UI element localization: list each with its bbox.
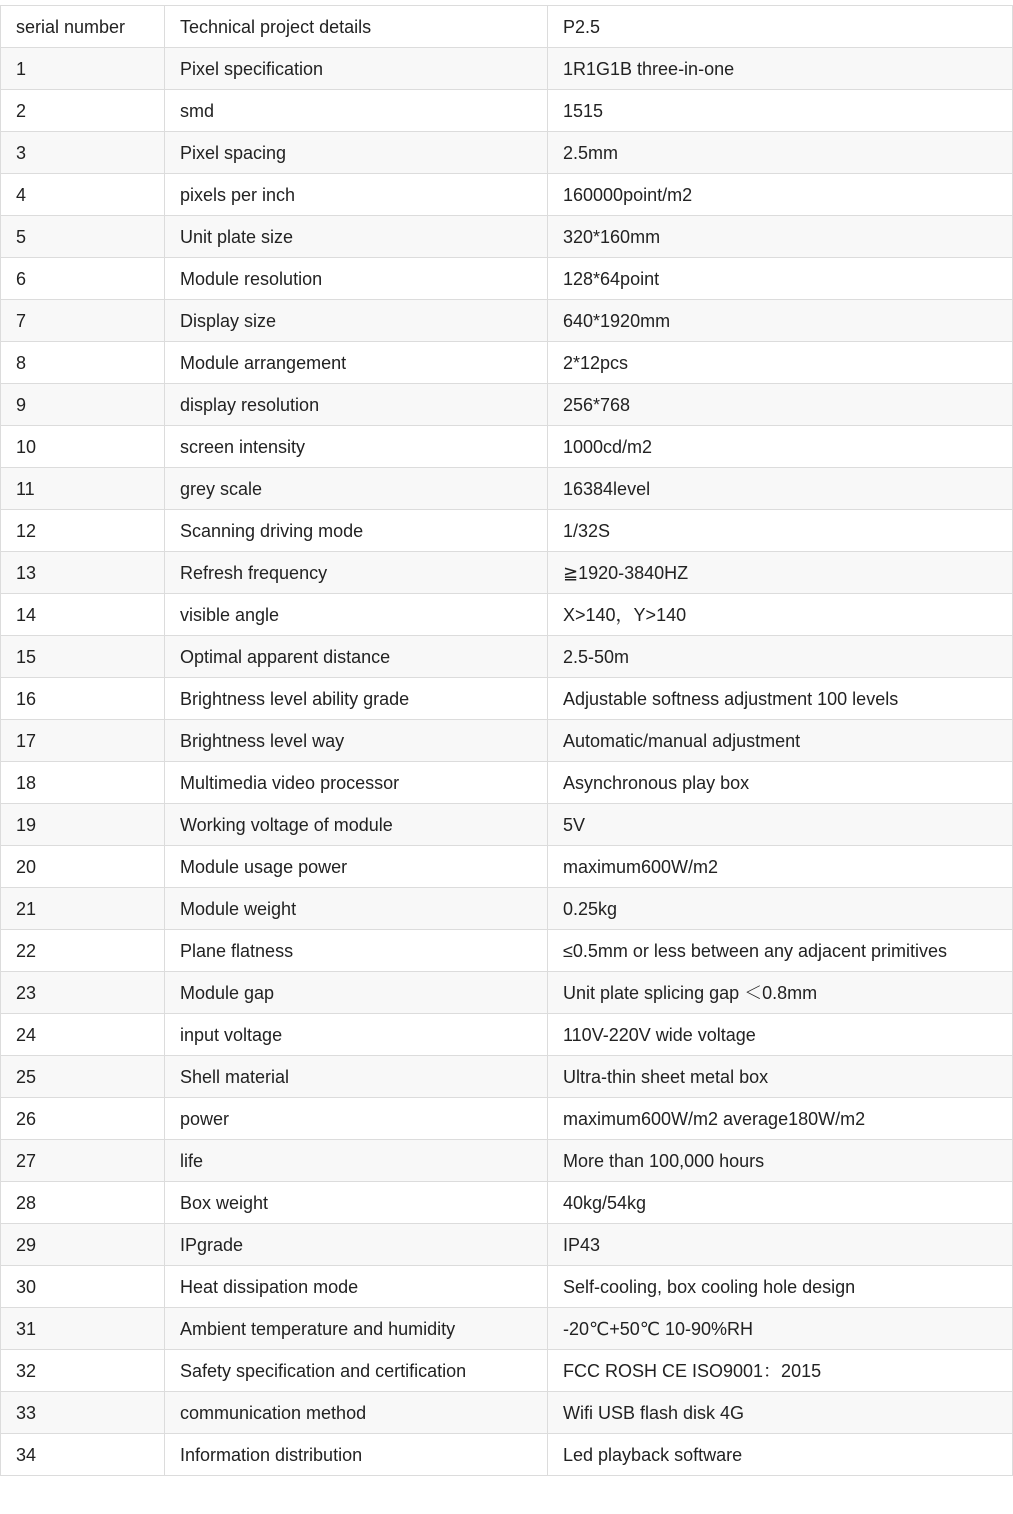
detail-cell: Scanning driving mode bbox=[165, 510, 548, 552]
serial-cell: 25 bbox=[1, 1056, 165, 1098]
detail-cell: Safety specification and certification bbox=[165, 1350, 548, 1392]
table-row bbox=[1, 48, 1013, 90]
serial-cell: 3 bbox=[1, 132, 165, 174]
table-row bbox=[1, 1056, 1013, 1098]
value-cell: 256*768 bbox=[548, 384, 1013, 426]
detail-cell: Plane flatness bbox=[165, 930, 548, 972]
table-row bbox=[1, 510, 1013, 552]
value-cell: X>140，Y>140 bbox=[548, 594, 1013, 636]
detail-cell: Module arrangement bbox=[165, 342, 548, 384]
serial-cell: 28 bbox=[1, 1182, 165, 1224]
detail-cell: display resolution bbox=[165, 384, 548, 426]
value-cell: 2.5mm bbox=[548, 132, 1013, 174]
value-cell: Automatic/manual adjustment bbox=[548, 720, 1013, 762]
value-cell: 110V-220V wide voltage bbox=[548, 1014, 1013, 1056]
serial-cell: 11 bbox=[1, 468, 165, 510]
serial-cell: 7 bbox=[1, 300, 165, 342]
table-row bbox=[1, 762, 1013, 804]
table-row bbox=[1, 678, 1013, 720]
value-cell: -20℃+50℃ 10-90%RH bbox=[548, 1308, 1013, 1350]
table-row bbox=[1, 720, 1013, 762]
detail-cell: Heat dissipation mode bbox=[165, 1266, 548, 1308]
table-row bbox=[1, 552, 1013, 594]
serial-cell: 24 bbox=[1, 1014, 165, 1056]
detail-cell: Working voltage of module bbox=[165, 804, 548, 846]
value-cell: 1000cd/m2 bbox=[548, 426, 1013, 468]
detail-cell: Box weight bbox=[165, 1182, 548, 1224]
value-cell: 160000point/m2 bbox=[548, 174, 1013, 216]
detail-cell: Information distribution bbox=[165, 1434, 548, 1476]
serial-cell: 34 bbox=[1, 1434, 165, 1476]
detail-cell: grey scale bbox=[165, 468, 548, 510]
value-cell: 640*1920mm bbox=[548, 300, 1013, 342]
value-cell: 320*160mm bbox=[548, 216, 1013, 258]
serial-cell: 13 bbox=[1, 552, 165, 594]
value-cell: IP43 bbox=[548, 1224, 1013, 1266]
value-cell: Ultra-thin sheet metal box bbox=[548, 1056, 1013, 1098]
table-row bbox=[1, 1392, 1013, 1434]
table-row bbox=[1, 216, 1013, 258]
value-cell: Self-cooling, box cooling hole design bbox=[548, 1266, 1013, 1308]
detail-cell: smd bbox=[165, 90, 548, 132]
detail-cell: visible angle bbox=[165, 594, 548, 636]
value-cell: Asynchronous play box bbox=[548, 762, 1013, 804]
serial-cell: 17 bbox=[1, 720, 165, 762]
serial-cell: 31 bbox=[1, 1308, 165, 1350]
serial-cell: 32 bbox=[1, 1350, 165, 1392]
serial-cell: 14 bbox=[1, 594, 165, 636]
value-cell: maximum600W/m2 bbox=[548, 846, 1013, 888]
spec-table-container bbox=[0, 5, 1012, 1476]
table-row bbox=[1, 132, 1013, 174]
serial-cell: 27 bbox=[1, 1140, 165, 1182]
value-cell: 2*12pcs bbox=[548, 342, 1013, 384]
serial-cell: 26 bbox=[1, 1098, 165, 1140]
detail-cell: communication method bbox=[165, 1392, 548, 1434]
table-row bbox=[1, 1266, 1013, 1308]
serial-cell: 4 bbox=[1, 174, 165, 216]
detail-cell: life bbox=[165, 1140, 548, 1182]
header-model-value: P2.5 bbox=[548, 6, 1013, 48]
table-row bbox=[1, 258, 1013, 300]
header-technical-details: Technical project details bbox=[165, 6, 548, 48]
serial-cell: 2 bbox=[1, 90, 165, 132]
detail-cell: Ambient temperature and humidity bbox=[165, 1308, 548, 1350]
table-row bbox=[1, 174, 1013, 216]
value-cell: ≧1920-3840HZ bbox=[548, 552, 1013, 594]
detail-cell: Unit plate size bbox=[165, 216, 548, 258]
detail-cell: screen intensity bbox=[165, 426, 548, 468]
detail-cell: Module usage power bbox=[165, 846, 548, 888]
serial-cell: 33 bbox=[1, 1392, 165, 1434]
detail-cell: Display size bbox=[165, 300, 548, 342]
table-row bbox=[1, 90, 1013, 132]
value-cell: FCC ROSH CE ISO9001：2015 bbox=[548, 1350, 1013, 1392]
table-row bbox=[1, 930, 1013, 972]
serial-cell: 9 bbox=[1, 384, 165, 426]
detail-cell: Shell material bbox=[165, 1056, 548, 1098]
table-row bbox=[1, 468, 1013, 510]
table-row bbox=[1, 804, 1013, 846]
detail-cell: Refresh frequency bbox=[165, 552, 548, 594]
detail-cell: Module resolution bbox=[165, 258, 548, 300]
table-row bbox=[1, 426, 1013, 468]
value-cell: Adjustable softness adjustment 100 levels bbox=[548, 678, 1013, 720]
serial-cell: 1 bbox=[1, 48, 165, 90]
value-cell: 16384level bbox=[548, 468, 1013, 510]
table-row bbox=[1, 972, 1013, 1014]
value-cell: 1R1G1B three-in-one bbox=[548, 48, 1013, 90]
value-cell: 40kg/54kg bbox=[548, 1182, 1013, 1224]
value-cell: 5V bbox=[548, 804, 1013, 846]
detail-cell: Pixel specification bbox=[165, 48, 548, 90]
value-cell: maximum600W/m2 average180W/m2 bbox=[548, 1098, 1013, 1140]
serial-cell: 12 bbox=[1, 510, 165, 552]
table-row bbox=[1, 1224, 1013, 1266]
detail-cell: Brightness level ability grade bbox=[165, 678, 548, 720]
detail-cell: Pixel spacing bbox=[165, 132, 548, 174]
table-row bbox=[1, 1308, 1013, 1350]
table-row bbox=[1, 384, 1013, 426]
table-row bbox=[1, 1182, 1013, 1224]
serial-cell: 6 bbox=[1, 258, 165, 300]
serial-cell: 8 bbox=[1, 342, 165, 384]
value-cell: 1515 bbox=[548, 90, 1013, 132]
detail-cell: power bbox=[165, 1098, 548, 1140]
detail-cell: Multimedia video processor bbox=[165, 762, 548, 804]
serial-cell: 15 bbox=[1, 636, 165, 678]
spec-table-body bbox=[1, 6, 1013, 1476]
serial-cell: 10 bbox=[1, 426, 165, 468]
detail-cell: Optimal apparent distance bbox=[165, 636, 548, 678]
table-row bbox=[1, 342, 1013, 384]
serial-cell: 21 bbox=[1, 888, 165, 930]
value-cell: Unit plate splicing gap ＜0.8mm bbox=[548, 972, 1013, 1014]
detail-cell: IPgrade bbox=[165, 1224, 548, 1266]
table-row bbox=[1, 1140, 1013, 1182]
serial-cell: 30 bbox=[1, 1266, 165, 1308]
table-row bbox=[1, 300, 1013, 342]
detail-cell: Brightness level way bbox=[165, 720, 548, 762]
detail-cell: Module gap bbox=[165, 972, 548, 1014]
spec-table bbox=[0, 5, 1013, 1476]
detail-cell: Module weight bbox=[165, 888, 548, 930]
value-cell: Wifi USB flash disk 4G bbox=[548, 1392, 1013, 1434]
detail-cell: input voltage bbox=[165, 1014, 548, 1056]
serial-cell: 29 bbox=[1, 1224, 165, 1266]
table-row bbox=[1, 846, 1013, 888]
value-cell: 2.5-50m bbox=[548, 636, 1013, 678]
table-header-row bbox=[1, 6, 1013, 48]
table-row bbox=[1, 888, 1013, 930]
serial-cell: 19 bbox=[1, 804, 165, 846]
header-serial-number: serial number bbox=[1, 6, 165, 48]
table-row bbox=[1, 636, 1013, 678]
table-row bbox=[1, 1014, 1013, 1056]
serial-cell: 16 bbox=[1, 678, 165, 720]
value-cell: More than 100,000 hours bbox=[548, 1140, 1013, 1182]
serial-cell: 5 bbox=[1, 216, 165, 258]
value-cell: 128*64point bbox=[548, 258, 1013, 300]
serial-cell: 22 bbox=[1, 930, 165, 972]
table-row bbox=[1, 1434, 1013, 1476]
table-row bbox=[1, 594, 1013, 636]
serial-cell: 23 bbox=[1, 972, 165, 1014]
detail-cell: pixels per inch bbox=[165, 174, 548, 216]
value-cell: Led playback software bbox=[548, 1434, 1013, 1476]
value-cell: ≤0.5mm or less between any adjacent primitives bbox=[548, 930, 1013, 972]
serial-cell: 18 bbox=[1, 762, 165, 804]
value-cell: 1/32S bbox=[548, 510, 1013, 552]
table-row bbox=[1, 1098, 1013, 1140]
value-cell: 0.25kg bbox=[548, 888, 1013, 930]
table-row bbox=[1, 1350, 1013, 1392]
serial-cell: 20 bbox=[1, 846, 165, 888]
